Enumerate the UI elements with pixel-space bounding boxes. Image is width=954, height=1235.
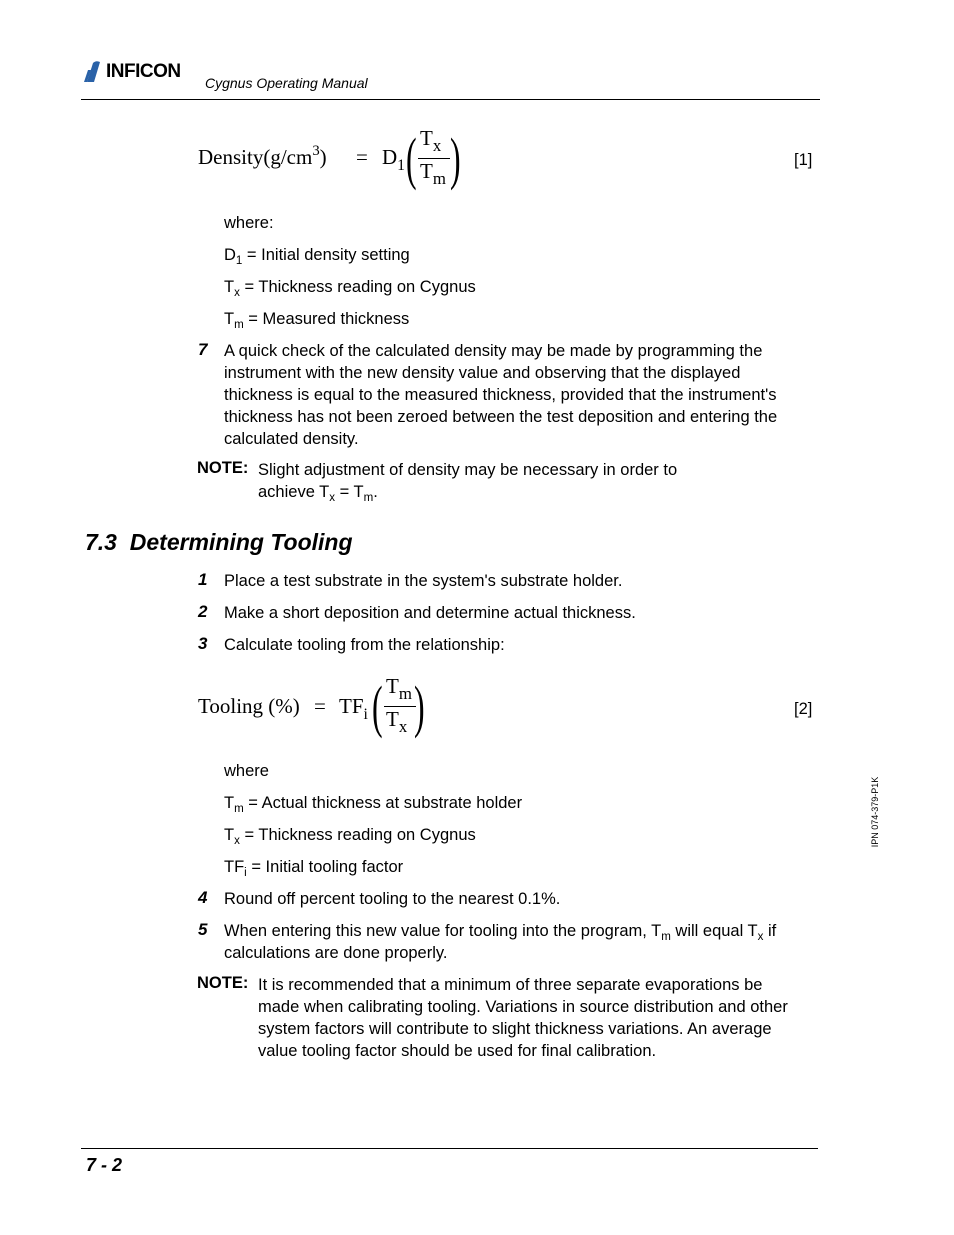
eq2-numerator: T [386,674,399,698]
eq1-factor: D [382,145,398,169]
step-5-text: When entering this new value for tooling into the program, $T_m$ will equal $T_x$ if calculations are done properly. [224,922,777,962]
eq1-denominator: T [420,159,433,183]
where-1-item-tx: $T_x$ = Thickness reading on Cygnus [224,278,476,299]
eq2-factor-sub: i [363,706,368,723]
eq2-lhs: Tooling (%) [198,694,300,718]
eq1-numerator-sub: x [432,136,442,155]
equation-1 [198,126,461,191]
inficon-logo-icon [82,60,104,84]
page-number: 7 - 2 [86,1155,123,1175]
eq2-numerator-sub: m [398,684,412,703]
note-2-label: NOTE: [197,974,249,992]
note-1-label: NOTE: [197,459,249,477]
eq2-right-paren: ) [414,674,425,739]
step-5-number: 5 [198,920,208,939]
header-divider [81,99,820,100]
where-1-item-tm: $T_m$ = Measured thickness [224,310,410,331]
step-2-number: 2 [198,602,208,621]
eq2-denominator-sub: x [398,717,408,736]
step-7-text: A quick check of the calculated density may be made by programming the instrument with the new density value and observing that the displayed thickness is equal to the measured thickness, provided that the instrument's thickness has not been zeroed between the test deposition and entering the calculated density. [224,342,778,448]
equation-2-number: [2] [794,700,813,718]
logo-text: INFICON [106,61,181,82]
inficon-logo [82,60,181,84]
where-1-intro: where: [224,214,274,232]
eq2-factor: TF [339,694,364,718]
eq2-equals: = [314,694,326,718]
equation-2 [198,676,428,738]
step-4-text: Round off percent tooling to the nearest 0.1%. [224,890,561,908]
eq1-denominator-sub: m [432,169,446,188]
eq1-equals: = [356,145,368,169]
eq1-unit-open: (g/cm [263,145,313,169]
eq1-unit-close: ) [319,145,327,169]
step-4-number: 4 [198,888,208,907]
equation-1-number: [1] [794,151,813,169]
step-1-number: 1 [198,570,208,589]
step-3-number: 3 [198,634,208,653]
eq1-unit-exp: 3 [312,143,320,159]
step-3-text: Calculate tooling from the relationship: [224,636,505,654]
section-heading: 7.3 Determining Tooling [85,529,353,555]
eq2-denominator: T [386,707,399,731]
where-2-item-tx: $T_x$ = Thickness reading on Cygnus [224,826,476,847]
step-7-number: 7 [198,340,208,359]
eq1-numerator: T [420,126,433,150]
step-2-text: Make a short deposition and determine actual thickness. [224,604,636,622]
note-1-text: Slight adjustment of density may be necessary in order to achieve $T_x = T_m$. [258,461,678,504]
side-ipn-label: IPN 074-379-P1K [870,776,880,848]
eq1-left-paren: ( [406,126,417,191]
where-2-item-tm: $T_m$ = Actual thickness at substrate holder [224,794,523,815]
eq1-factor-sub: 1 [397,157,406,174]
where-1-item-d1: $D_1$ = Initial density setting [224,246,410,267]
eq2-left-paren: ( [372,674,383,739]
manual-title: Cygnus Operating Manual [205,75,368,91]
where-2-item-tfi: $TF_i$ = Initial tooling factor [224,858,404,879]
step-1-text: Place a test substrate in the system's substrate holder. [224,572,623,590]
eq1-lhs: Density [198,145,264,169]
note-2-text: It is recommended that a minimum of three separate evaporations be made when calibrating tooling. Variations in source distribution and other system factors will contribute to slight thickness variations. An average value tooling factor should be used for final calibration. [258,976,788,1060]
eq1-right-paren: ) [450,126,461,191]
footer-divider [81,1148,818,1149]
where-2-intro: where [224,762,269,780]
